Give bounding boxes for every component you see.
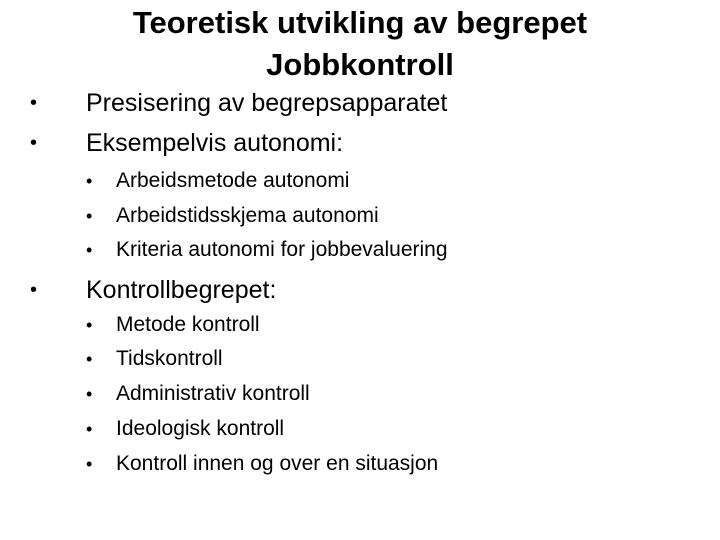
sub-bullet-item-kriteria <box>86 237 448 263</box>
sub-bullet-item-arbeidstidsskjema <box>86 203 379 229</box>
bullet-item-presisering <box>30 88 448 118</box>
slide-title-line-1: Teoretisk utvikling av begrepet <box>132 5 588 40</box>
sub-bullet-item-ideologisk <box>86 416 285 442</box>
bullet-icon: • <box>86 171 93 191</box>
bullet-item-kontrollbegrepet <box>30 275 277 305</box>
sub-bullet-item-kontroll-innen <box>86 451 439 477</box>
slide-title-line-2: Jobbkontroll <box>266 47 454 82</box>
sub-bullet-item-arbeidsmetode <box>86 168 350 194</box>
slide-title <box>0 2 720 86</box>
bullet-text: Eksempelvis autonomi: <box>86 129 344 157</box>
bullet-icon: • <box>30 92 38 114</box>
sub-bullet-item-tidskontroll <box>86 346 223 372</box>
bullet-icon: • <box>86 454 93 474</box>
bullet-text: Arbeidsmetode autonomi <box>116 169 350 192</box>
bullet-icon: • <box>86 206 93 226</box>
bullet-text: Kontrollbegrepet: <box>86 276 277 304</box>
bullet-item-eksempelvis <box>30 128 344 158</box>
bullet-icon: • <box>86 349 93 369</box>
bullet-icon: • <box>86 384 93 404</box>
bullet-icon: • <box>86 315 93 335</box>
bullet-text: Presisering av begrepsapparatet <box>86 89 448 117</box>
bullet-text: Metode kontroll <box>116 313 260 336</box>
bullet-icon: • <box>30 279 38 301</box>
bullet-text: Ideologisk kontroll <box>116 417 285 440</box>
bullet-text: Arbeidstidsskjema autonomi <box>116 204 379 227</box>
sub-bullet-item-administrativ <box>86 381 310 407</box>
bullet-text: Administrativ kontroll <box>116 382 310 405</box>
bullet-icon: • <box>30 132 38 154</box>
bullet-icon: • <box>86 419 93 439</box>
bullet-icon: • <box>86 240 93 260</box>
bullet-text: Tidskontroll <box>116 347 223 370</box>
sub-bullet-item-metode-kontroll <box>86 312 260 338</box>
bullet-text: Kontroll innen og over en situasjon <box>116 452 439 475</box>
bullet-text: Kriteria autonomi for jobbevaluering <box>116 238 448 261</box>
